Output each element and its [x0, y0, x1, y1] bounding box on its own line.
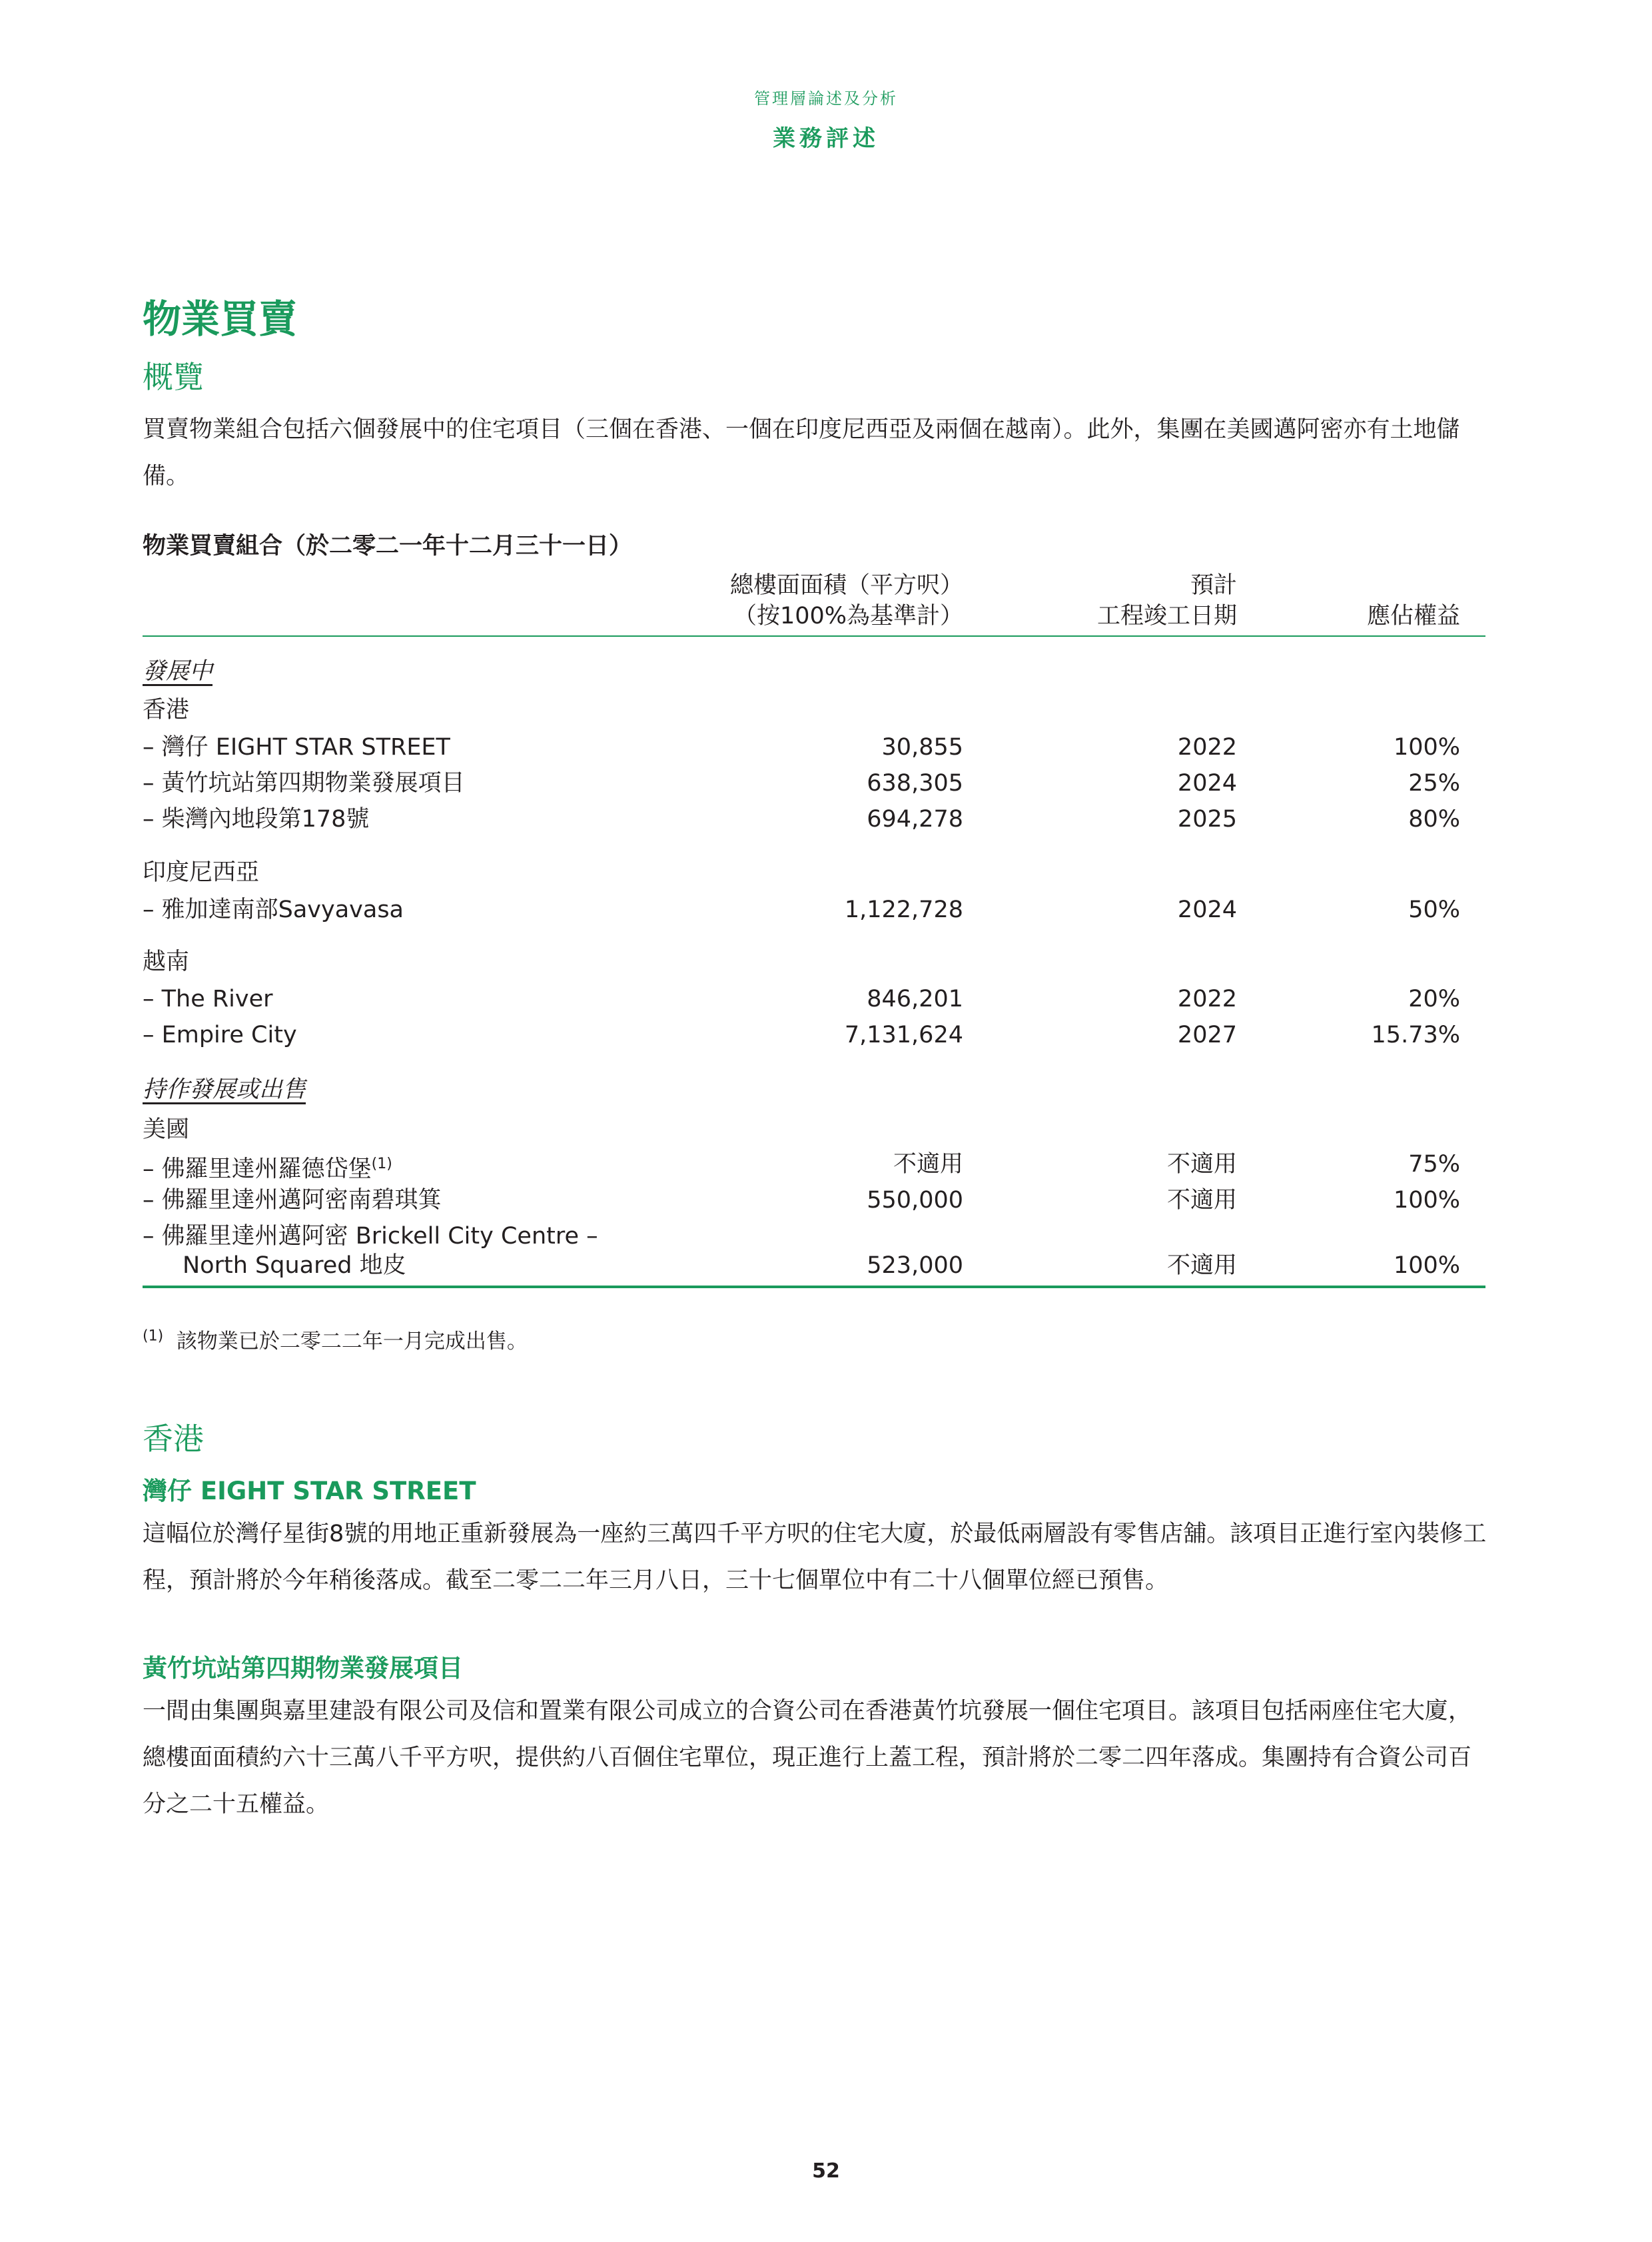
table-cell-year: 2024 — [1177, 770, 1237, 797]
column-header-completion: 預計 工程竣工日期 — [1096, 572, 1237, 629]
table-cell-area: 30,855 — [881, 734, 963, 761]
footnote-mark: (1) — [143, 1327, 164, 1345]
eight-star-street-heading: 灣仔 EIGHT STAR STREET — [143, 1477, 476, 1505]
table-footnote: $^{(1)}$ 該物業已於二零二二年一月完成出售。 — [143, 1327, 528, 1353]
region-label-hong-kong: 香港 — [143, 697, 190, 723]
table-cell-year: 不適用 — [1166, 1151, 1237, 1178]
table-cell-interest: 25% — [1408, 770, 1460, 797]
table-cell-interest: 100% — [1393, 734, 1460, 761]
page-number: 52 — [812, 2159, 840, 2183]
table-cell-year: 2024 — [1177, 897, 1237, 923]
page-title: 物業買賣 — [143, 296, 298, 342]
table-row-label: – 佛羅里達州羅德岱堡$^{(1)}$ — [143, 1156, 392, 1183]
table-cell-year: 2027 — [1177, 1022, 1237, 1048]
table-row-label: – 黃竹坑站第四期物業發展項目 — [143, 770, 465, 797]
hong-kong-heading: 香港 — [143, 1421, 204, 1457]
wong-chuk-hang-paragraph: 一間由集團與嘉里建設有限公司及信和置業有限公司成立的合資公司在香港黃竹坑發展一個住宅項目。該項目包括兩座住宅大廈，總樓面面積約六十三萬八千平方呎，提供約八百個住宅單位，現正進行上蓋工程，預計將於二零二四年落成。集團持有合資公司百分之二十五權益。 — [143, 1698, 1472, 1818]
table-cell-year: 2025 — [1177, 806, 1237, 833]
table-cell-area: 1,122,728 — [844, 897, 963, 923]
table-cell-interest: 50% — [1408, 897, 1460, 923]
wong-chuk-hang-heading: 黃竹坑站第四期物業發展項目 — [143, 1654, 463, 1682]
column-header-interest: 應佔權益 — [1366, 603, 1460, 629]
table-cell-interest: 75% — [1408, 1151, 1460, 1178]
table-cell-area: 7,131,624 — [844, 1022, 963, 1048]
table-cell-year: 2022 — [1177, 986, 1237, 1012]
table-row-label-continued: North Squared 地皮 — [183, 1252, 406, 1279]
section-label-held-for-sale: 持作發展或出售 — [143, 1076, 306, 1103]
table-cell-interest: 100% — [1393, 1187, 1460, 1214]
table-cell-area: 550,000 — [867, 1187, 963, 1214]
table-cell-year: 2022 — [1177, 734, 1237, 761]
table-row-label: – 佛羅里達州邁阿密 Brickell City Centre – — [143, 1223, 598, 1250]
table-cell-area: 523,000 — [867, 1252, 963, 1279]
table-cell-interest: 20% — [1408, 986, 1460, 1012]
table-cell-interest: 80% — [1408, 806, 1460, 833]
table-title: 物業買賣組合（於二零二一年十二月三十一日） — [143, 533, 633, 560]
table-row-label: – 雅加達南部Savyavasa — [143, 897, 404, 923]
table-row-label: – Empire City — [143, 1022, 297, 1048]
region-label-usa: 美國 — [143, 1116, 190, 1143]
region-label-vietnam: 越南 — [143, 948, 190, 975]
table-cell-year: 不適用 — [1166, 1252, 1237, 1279]
table-cell-area: 638,305 — [867, 770, 963, 797]
table-bottom-rule — [143, 1286, 1485, 1288]
table-row-label: – 灣仔 EIGHT STAR STREET — [143, 734, 450, 761]
section-label-under-development: 發展中 — [143, 658, 213, 685]
table-cell-interest: 15.73% — [1371, 1022, 1460, 1048]
table-row-label: – The River — [143, 986, 273, 1012]
eight-star-street-paragraph: 這幅位於灣仔星街8號的用地正重新發展為一座約三萬四千平方呎的住宅大廈，於最低兩層設有零售店舖。該項目正進行室內裝修工程，預計將於今年稍後落成。截至二零二二年三月八日，三十七個單位中有二十八個單位經已預售。 — [143, 1521, 1487, 1594]
table-cell-area: 846,201 — [867, 986, 963, 1012]
running-header-title: 業務評述 — [773, 125, 879, 152]
table-row-label: – 柴灣內地段第178號 — [143, 806, 370, 833]
overview-heading: 概覽 — [143, 359, 204, 395]
running-header-section: 管理層論述及分析 — [754, 89, 898, 108]
table-row-label: – 佛羅里達州邁阿密南碧琪箕 — [143, 1187, 442, 1214]
column-header-area: 總樓面面積（平方呎） （按100%為基準計） — [729, 572, 963, 629]
table-cell-area: 694,278 — [867, 806, 963, 833]
table-cell-area: 不適用 — [893, 1151, 963, 1178]
table-cell-interest: 100% — [1393, 1252, 1460, 1279]
footnote-reference: (1) — [371, 1156, 392, 1172]
table-cell-year: 不適用 — [1166, 1187, 1237, 1214]
overview-paragraph: 買賣物業組合包括六個發展中的住宅項目（三個在香港、一個在印度尼西亞及兩個在越南）。此外，集團在美國邁阿密亦有土地儲備。 — [143, 416, 1460, 490]
table-header-rule — [143, 635, 1485, 637]
region-label-indonesia: 印度尼西亞 — [143, 859, 260, 886]
